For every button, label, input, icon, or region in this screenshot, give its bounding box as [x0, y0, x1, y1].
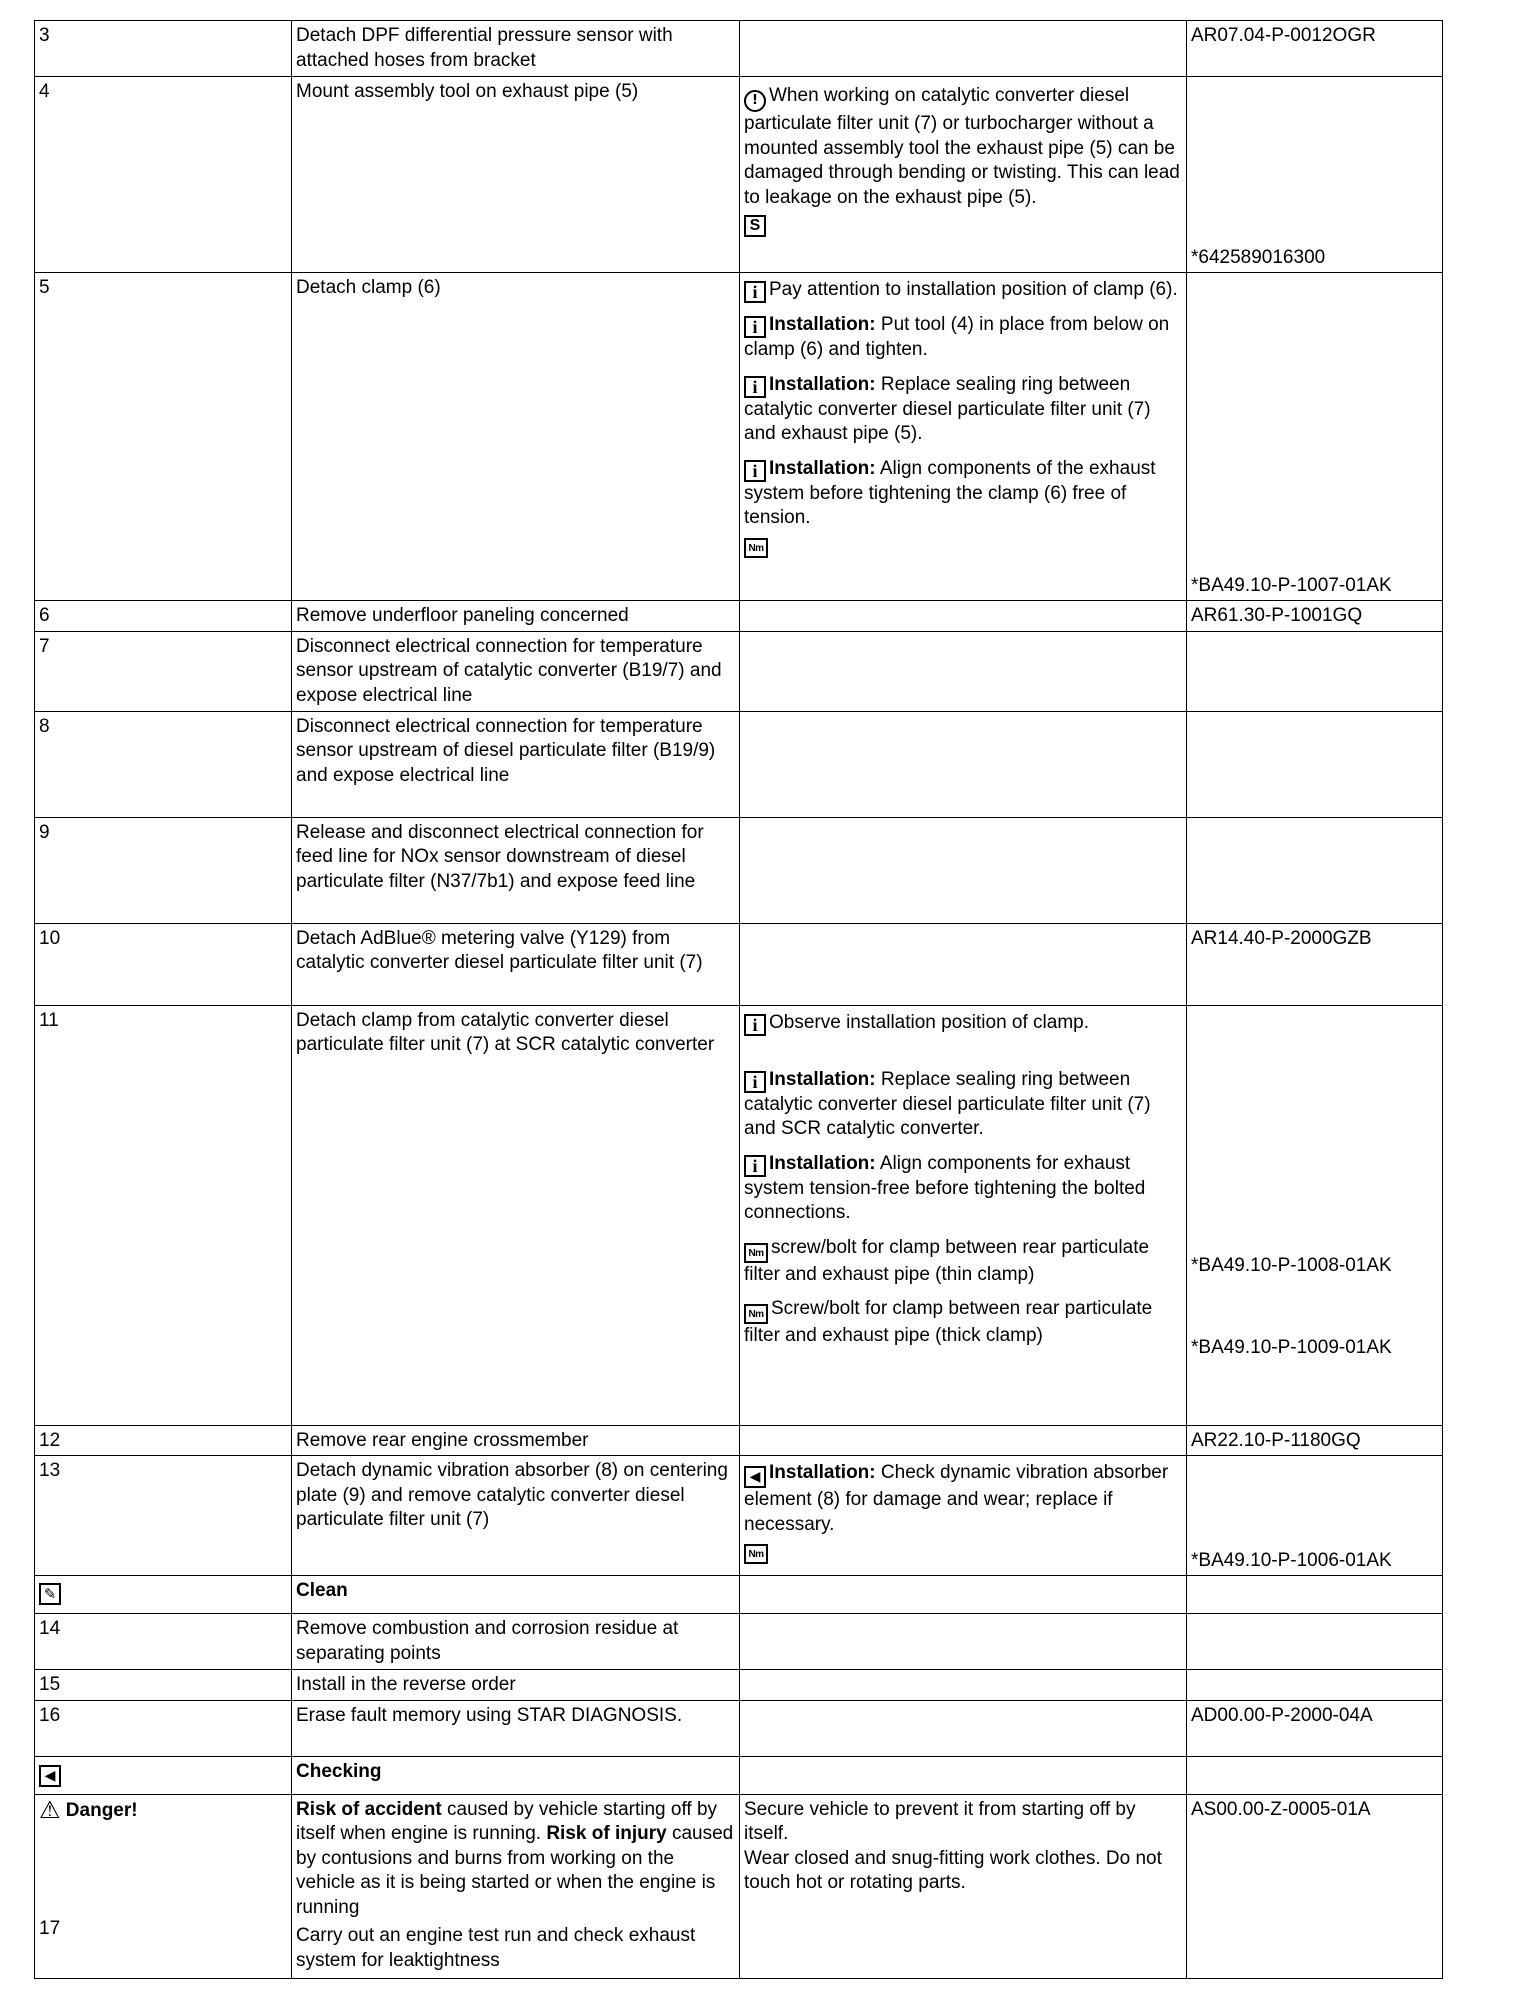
- note-text: When working on catalytic converter diesel particulate filter unit (7) or turbocharger without a mounted assembly tool the exhaust pipe (5) can be damaged through bending or twisting. This can lead to leakage on the exhaust pipe (5).: [744, 85, 1180, 208]
- info-icon: i: [744, 281, 766, 303]
- installation-label: Installation:: [769, 373, 876, 395]
- table-row: [35, 273, 1443, 601]
- table-row: [35, 601, 1443, 632]
- step-number: 13: [35, 1456, 292, 1576]
- step-number: 10: [35, 923, 292, 1005]
- reference-link[interactable]: *BA49.10-P-1007-01AK: [1191, 574, 1392, 596]
- step-reference: [1187, 1005, 1443, 1425]
- measure-text: Secure vehicle to prevent it from starting off by itself.: [744, 1798, 1136, 1844]
- step-note: [740, 1576, 1187, 1614]
- step-text: Remove combustion and corrosion residue at separating points: [292, 1614, 740, 1670]
- installation-label: Installation:: [769, 1152, 876, 1174]
- step-note: [740, 1670, 1187, 1701]
- table-row: [35, 1456, 1443, 1576]
- torque-icon[interactable]: Nm: [744, 1544, 768, 1564]
- table-row: [35, 1005, 1443, 1425]
- step-reference: [1187, 77, 1443, 273]
- danger-label: Danger!: [65, 1799, 138, 1821]
- checking-heading: Checking: [296, 1760, 382, 1782]
- note-text: Align components of the exhaust system before tightening the clamp (6) free of tension.: [744, 457, 1156, 528]
- step-note: [740, 631, 1187, 711]
- table-row: [35, 1614, 1443, 1670]
- section-row: [35, 1576, 1443, 1614]
- step-text: Install in the reverse order: [292, 1670, 740, 1701]
- step-reference: [1187, 711, 1443, 817]
- reference-link[interactable]: *BA49.10-P-1008-01AK: [1191, 1254, 1392, 1276]
- step-note: [740, 1700, 1187, 1756]
- section-icon-cell: [35, 1576, 292, 1614]
- table-row: [35, 1425, 1443, 1456]
- installation-label: Installation:: [769, 457, 876, 479]
- check-icon: ◀: [744, 1466, 766, 1488]
- reference-link[interactable]: *BA49.10-P-1009-01AK: [1191, 1337, 1392, 1358]
- step-text: Disconnect electrical connection for temperature sensor upstream of diesel particulate filter (B19/9) and expose electrical line: [292, 711, 740, 817]
- step-number: 15: [35, 1670, 292, 1701]
- info-icon: i: [744, 316, 766, 338]
- step-number: 7: [35, 631, 292, 711]
- step-note: [740, 817, 1187, 923]
- note-text: screw/bolt for clamp between rear particulate filter and exhaust pipe (thin clamp): [744, 1236, 1150, 1285]
- step-note: [740, 1456, 1187, 1576]
- step-number: 12: [35, 1425, 292, 1456]
- step-note: [740, 923, 1187, 1005]
- step-text: Detach clamp from catalytic converter diesel particulate filter unit (7) at SCR catalytic converter: [292, 1005, 740, 1425]
- danger-cell: [35, 1794, 292, 1978]
- danger-description: [296, 1798, 735, 1921]
- note-text: Pay attention to installation position of clamp (6).: [769, 279, 1178, 300]
- section-title: [292, 1756, 740, 1794]
- step-note: [740, 1005, 1187, 1425]
- note-text: Replace sealing ring between catalytic converter diesel particulate filter unit (7) and SCR catalytic converter.: [744, 1068, 1151, 1139]
- step-reference: [1187, 1456, 1443, 1576]
- step-note: [740, 711, 1187, 817]
- risk-icon: !: [744, 90, 766, 112]
- step-text: Remove underfloor paneling concerned: [292, 601, 740, 632]
- clean-heading: Clean: [296, 1580, 348, 1601]
- step-text: Erase fault memory using STAR DIAGNOSIS.: [292, 1700, 740, 1756]
- special-tool-icon[interactable]: S: [744, 215, 766, 237]
- step-note: [740, 1756, 1187, 1794]
- step-reference[interactable]: AD00.00-P-2000-04A: [1187, 1700, 1443, 1756]
- torque-icon[interactable]: Nm: [744, 1243, 768, 1263]
- info-icon: i: [744, 1014, 766, 1036]
- step-reference[interactable]: AR07.04-P-0012OGR: [1187, 21, 1443, 77]
- step-note: [740, 273, 1187, 601]
- step-reference[interactable]: AS00.00-Z-0005-01A: [1187, 1794, 1443, 1978]
- section-row: [35, 1756, 1443, 1794]
- step-text: Detach dynamic vibration absorber (8) on centering plate (9) and remove catalytic converter diesel particulate filter unit (7): [292, 1456, 740, 1576]
- table-row: [35, 817, 1443, 923]
- step-note: [740, 1425, 1187, 1456]
- step-text: Detach clamp (6): [292, 273, 740, 601]
- danger-icon: ⚠: [39, 1795, 61, 1824]
- table-row: [35, 1700, 1443, 1756]
- reference-link[interactable]: *642589016300: [1191, 246, 1326, 268]
- step-note: [740, 77, 1187, 273]
- installation-label: Installation:: [769, 314, 876, 335]
- step-reference: [1187, 1756, 1443, 1794]
- info-icon: i: [744, 376, 766, 398]
- note-text: Observe installation position of clamp.: [769, 1011, 1089, 1033]
- step-text: Remove rear engine crossmember: [292, 1425, 740, 1456]
- step-text: Detach AdBlue® metering valve (Y129) from catalytic converter diesel particulate filter unit (7): [292, 923, 740, 1005]
- procedure-page: [34, 20, 1442, 1979]
- risk-accident-text: caused by vehicle starting off by itself when engine is running.: [296, 1798, 718, 1844]
- section-title: [292, 1576, 740, 1614]
- note-text: Replace sealing ring between catalytic converter diesel particulate filter unit (7) and exhaust pipe (5).: [744, 373, 1151, 444]
- step-reference: [1187, 631, 1443, 711]
- step-reference: [1187, 817, 1443, 923]
- step-number: 14: [35, 1614, 292, 1670]
- table-row: [35, 631, 1443, 711]
- table-row: [35, 923, 1443, 1005]
- step-reference: [1187, 1614, 1443, 1670]
- installation-label: Installation:: [769, 1068, 876, 1090]
- note-text: Align components for exhaust system tension-free before tightening the bolted connections.: [744, 1152, 1146, 1223]
- step-reference[interactable]: AR22.10-P-1180GQ: [1187, 1425, 1443, 1456]
- step-text: Release and disconnect electrical connection for feed line for NOx sensor downstream of diesel particulate filter (N37/7b1) and expose feed line: [292, 817, 740, 923]
- step-reference: [1187, 1670, 1443, 1701]
- danger-row: [35, 1794, 1443, 1978]
- step-text: Disconnect electrical connection for temperature sensor upstream of catalytic converter (B19/7) and expose electrical line: [292, 631, 740, 711]
- risk-injury-text: caused by contusions and burns from working on the vehicle as it is being started or when the engine is running: [296, 1823, 734, 1918]
- note-text: Check dynamic vibration absorber element (8) for damage and wear; replace if necessary.: [744, 1462, 1169, 1535]
- measure-text: Wear closed and snug-fitting work clothes. Do not touch hot or rotating parts.: [744, 1847, 1162, 1893]
- step-number: 5: [35, 273, 292, 601]
- table-row: [35, 77, 1443, 273]
- step-reference: [1187, 273, 1443, 601]
- torque-icon[interactable]: Nm: [744, 538, 768, 558]
- table-row: [35, 711, 1443, 817]
- torque-icon[interactable]: Nm: [744, 1304, 768, 1324]
- check-icon: ◀: [39, 1765, 61, 1787]
- note-text: Put tool (4) in place from below on clamp (6) and tighten.: [744, 314, 1170, 360]
- step-text: Detach DPF differential pressure sensor with attached hoses from bracket: [292, 21, 740, 77]
- step-number: 17: [39, 1918, 61, 1939]
- step-number: 8: [35, 711, 292, 817]
- step-note: [740, 1614, 1187, 1670]
- procedure-table: [34, 20, 1443, 1979]
- step-text: Mount assembly tool on exhaust pipe (5): [292, 77, 740, 273]
- info-icon: i: [744, 1071, 766, 1093]
- installation-label: Installation:: [769, 1462, 876, 1483]
- table-row: [35, 21, 1443, 77]
- step-reference: [1187, 1576, 1443, 1614]
- step-number: 3: [35, 21, 292, 77]
- step-note: [740, 21, 1187, 77]
- risk-injury-label: Risk of injury: [546, 1823, 667, 1844]
- step-number: 16: [35, 1700, 292, 1756]
- step-reference[interactable]: AR61.30-P-1001GQ: [1187, 601, 1443, 632]
- step-number: 6: [35, 601, 292, 632]
- table-row: [35, 1670, 1443, 1701]
- step-number: 11: [35, 1005, 292, 1425]
- step-number: 9: [35, 817, 292, 923]
- step-number: 4: [35, 77, 292, 273]
- danger-text: [292, 1794, 740, 1978]
- step-text: Carry out an engine test run and check exhaust system for leaktightness: [296, 1925, 696, 1971]
- section-icon-cell: [35, 1756, 292, 1794]
- note-text: Screw/bolt for clamp between rear particulate filter and exhaust pipe (thick clamp): [744, 1298, 1153, 1346]
- risk-accident-label: Risk of accident: [296, 1798, 442, 1820]
- info-icon: i: [744, 1155, 766, 1177]
- danger-measures: [740, 1794, 1187, 1978]
- reference-link[interactable]: *BA49.10-P-1006-01AK: [1191, 1549, 1392, 1571]
- step-note: [740, 601, 1187, 632]
- clean-icon: ✎: [39, 1583, 61, 1605]
- info-icon: i: [744, 460, 766, 482]
- step-reference[interactable]: AR14.40-P-2000GZB: [1187, 923, 1443, 1005]
